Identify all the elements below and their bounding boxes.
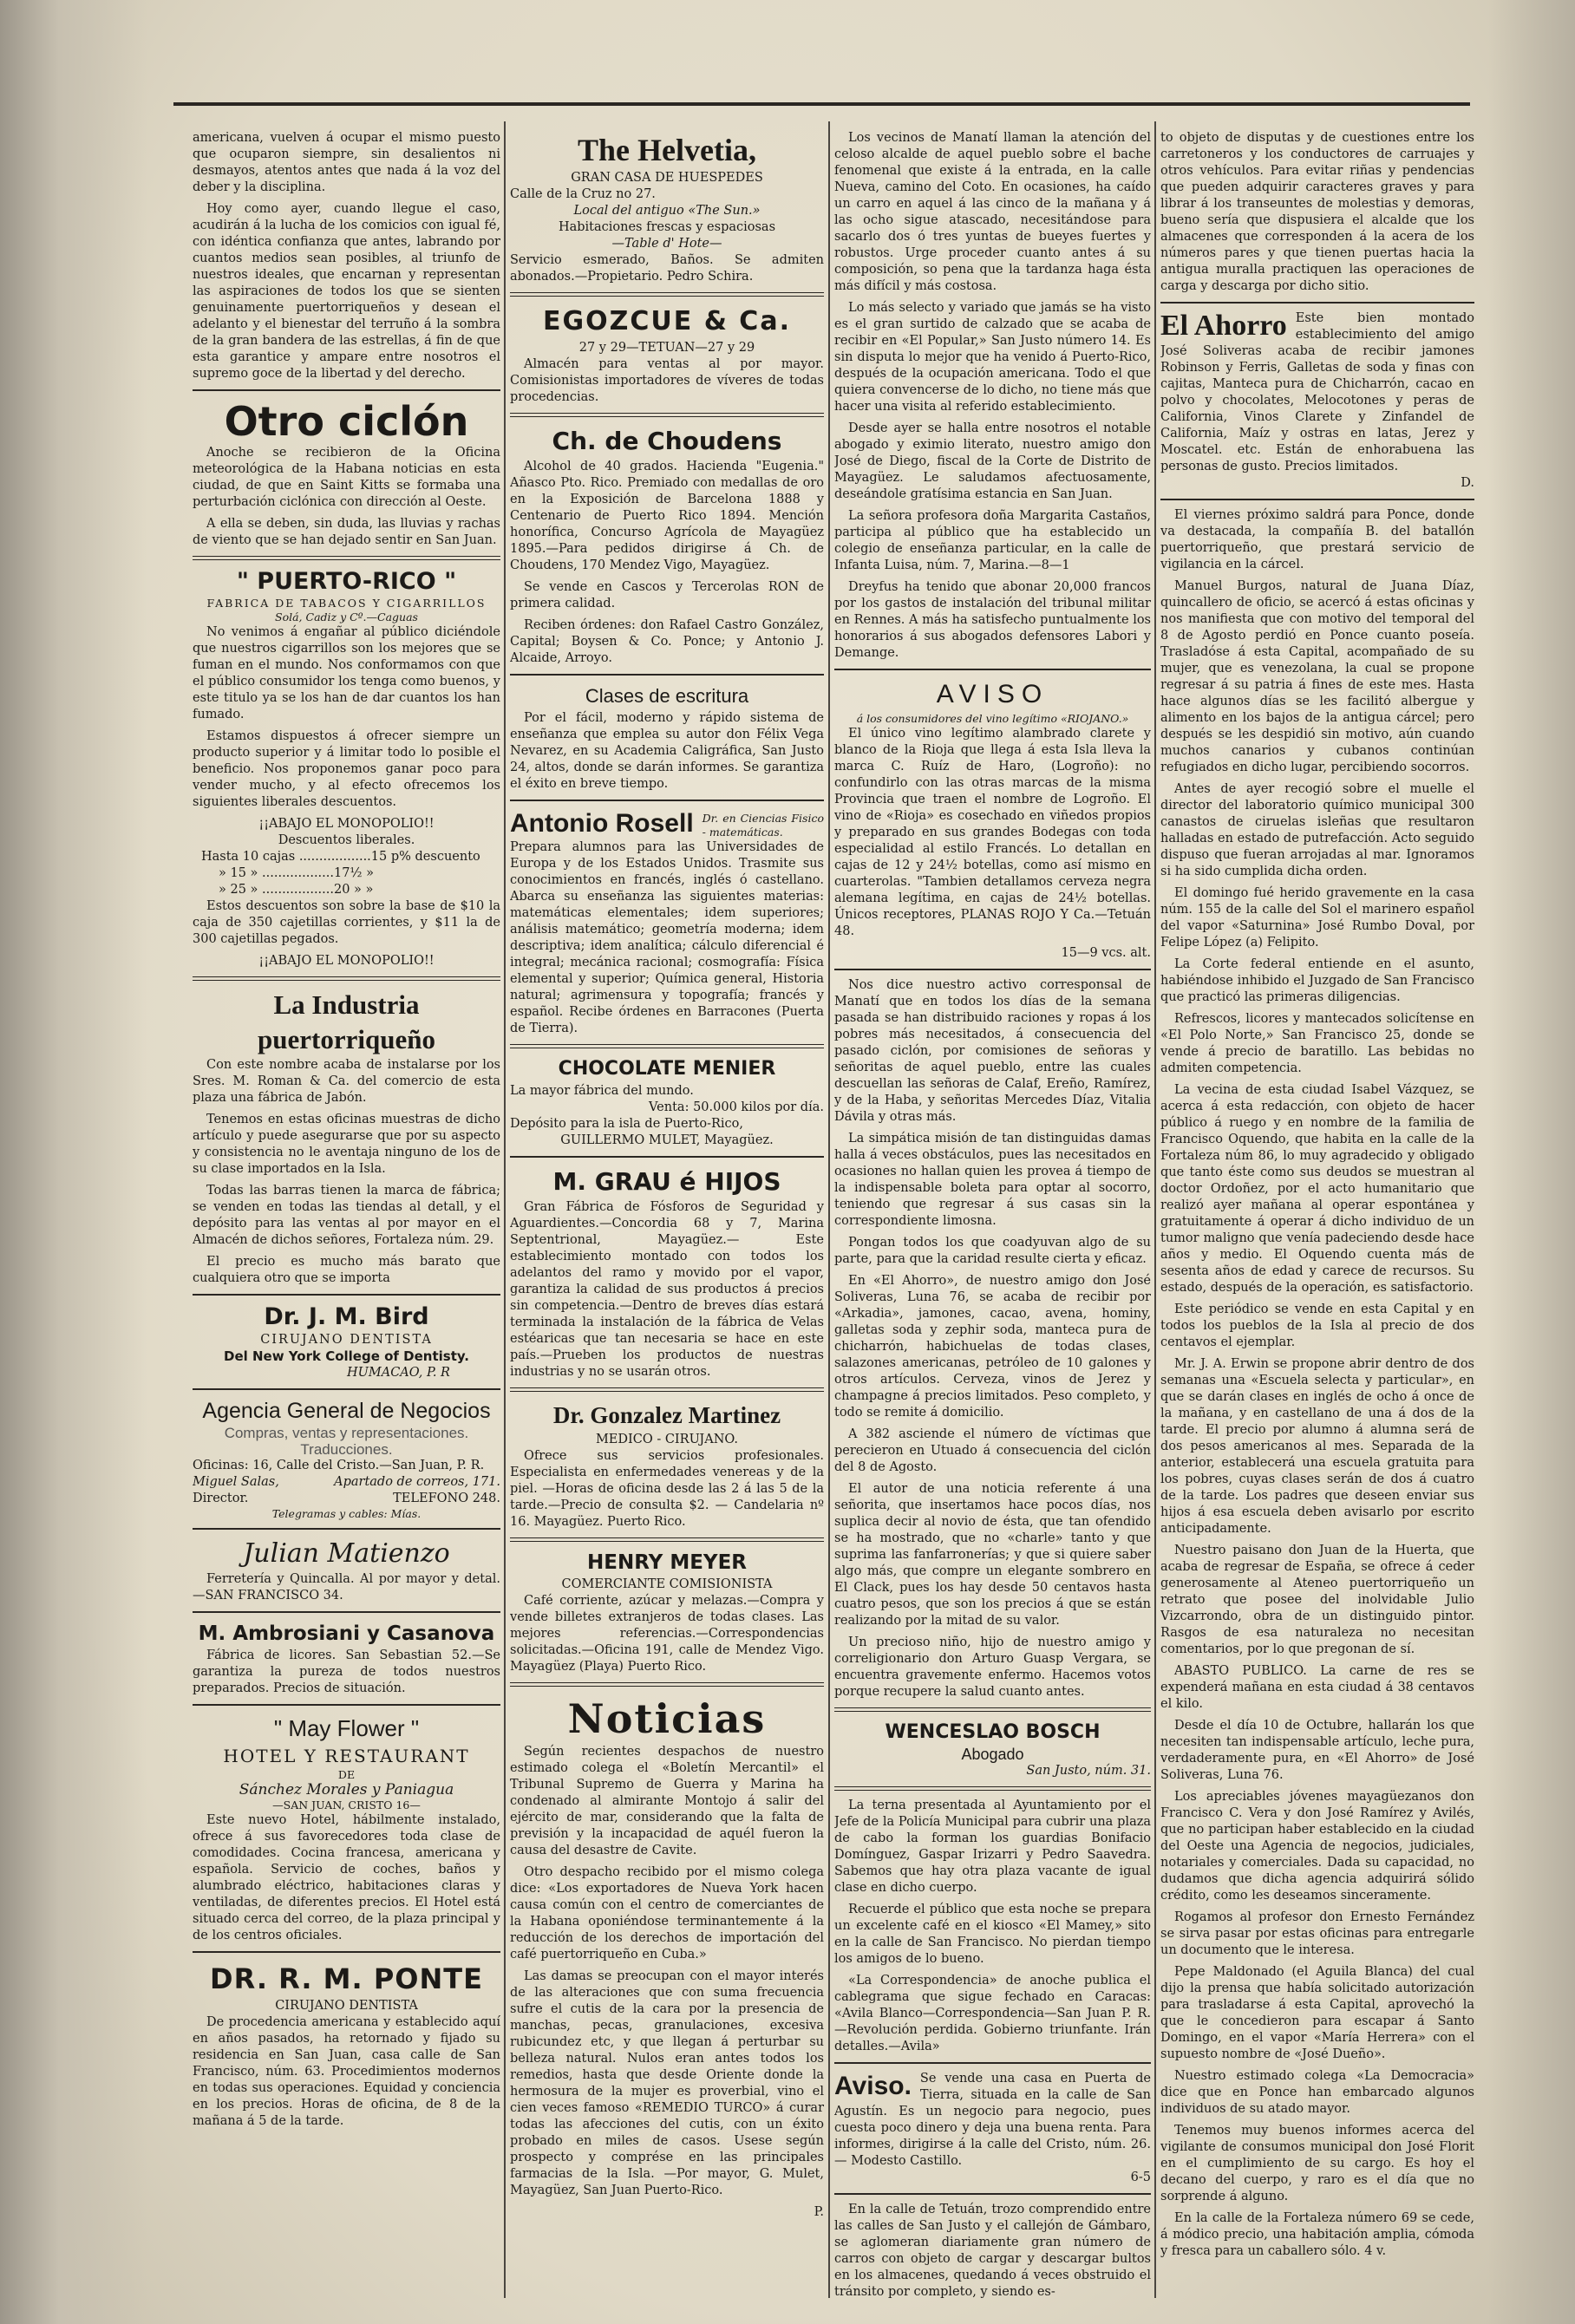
- ad-paragraph: Reciben órdenes: don Rafael Castro González, Capital; Boysen & Co. Ponce; y Antonio J. Alcaide, Arroyo.: [510, 618, 824, 665]
- ad-line: GRAN CASA DE HUESPEDES: [571, 171, 763, 185]
- article-paragraph: En la calle de Tetuán, trozo comprendido entre las calles de San Justo y el callejón de Gámbaro, se aglomeran diariamente gran número de carros con objeto de cargar y descargar bultos en los almacenes, quedando á veces obstruido el tránsito por completo, y siendo es-: [834, 2203, 1151, 2298]
- ad-title-menier: CHOCOLATE MENIER: [558, 1058, 776, 1080]
- ad-title-matienzo: Julian Matienzo: [243, 1538, 450, 1569]
- ad-slogan: ¡¡ABAJO EL MONOPOLIO!!: [258, 817, 435, 831]
- divider: [193, 976, 500, 981]
- ad-title-grau: M. GRAU é HIJOS: [552, 1167, 781, 1196]
- divider: [1160, 499, 1474, 500]
- ad-paragraph: Gran Fábrica de Fósforos de Seguridad y Aguardientes.—Concordia 68 y 7, Marina Septentrional, Mayagüez.— Este establecimiento montado con todos los adelantos del ramo y movido por el vapor, garantiza la calidad de sus productos á precios sin competencia.—Dentro de breves días estará terminada la instalación de la fábrica de Velas estéaricas que tan necesaria se hace en este país.—Prueben los productos de nuestras industrias y no se usarán otros.: [510, 1200, 824, 1379]
- ad-line: Miguel Salas,: [193, 1475, 279, 1489]
- ad-line: Local del antiguo «The Sun.»: [573, 204, 761, 218]
- article-paragraph: Los vecinos de Manatí llaman la atención del celoso alcalde de aquel pueblo sobre el bache fenomenal que existe á la entrada, en la calle Nueva, camino del Coto. En ocasiones, ha caído un carro en aquel á las cinco de la mañana y á las ocho sigue atascado, necesitándose para sacarlo dos ó tres yuntas de bueyes fuertes y robustos. Urge proceder cuanto antes á su composición, so pena que la tardanza haga ésta más difícil y más costosa.: [834, 131, 1151, 293]
- ad-line: Oficinas: 16, Calle del Cristo.—San Juan, P. R.: [193, 1459, 485, 1472]
- divider: [193, 1951, 500, 1953]
- ad-paragraph: Fábrica de licores. San Sebastian 52.—Se garantiza la pureza de todos nuestros preparados. Precios de situación.: [193, 1648, 500, 1695]
- divider: [510, 1682, 824, 1687]
- divider: [834, 669, 1151, 670]
- ad-line: Depósito para la isla de Puerto-Rico,: [510, 1117, 743, 1131]
- divider: [1160, 302, 1474, 304]
- article-paragraph: Las damas se preocupan con el mayor interés de las alteraciones que con suma frecuencia sufre el cutis de la cara por la presencia de manchas, pecas, granulaciones, excesiva rubicundez etc, y que llegan á perturbar su belleza natural. Nulos eran antes todos los remedios, hasta que desde Oriente donde la hermosura de la mujer es proverbial, vino el cien veces famoso «REMEDIO TURCO» á curar todas las afecciones del cutis, con un éxito probado en miles de casos. Usese según prospecto y comprése en las principales farmacias de la Isla. —Por mayor, G. Mulet, Mayagüez, San Juan Puerto-Rico.: [510, 1969, 824, 2197]
- ad-line: Abogado: [961, 1746, 1024, 1763]
- divider: [510, 1387, 824, 1392]
- article-paragraph: El autor de una noticia referente á una señorita, que insertamos hace pocos días, nos suplica decir al novio de ésta, que tan ofendido se ha mostrado, que no «charle» tanto y que suprima las fanfarronerías; y que si quiere saber algo más, que compre un elegante sombrero en El Clack, pues los hay desde 50 centavos hasta cuatro pesos, que son los precios á que se están realizando por la mitad de su valor.: [834, 1482, 1151, 1628]
- ad-title-bird: Dr. J. M. Bird: [264, 1303, 429, 1330]
- article-paragraph: La vecina de esta ciudad Isabel Vázquez, se acerca á esta redacción, con objeto de hacer público á ruego y en nombre de la familia de Francisco Oquendo, que habita en la calle de la Fortaleza núm 86, lo muy agradecido y obligado que tanto éste como sus deudos se muestran al doctor Ordoñez, por el acto humanitario que realizó ayer mañana al operar espontánea y gratuitamente á operar á dicho individuo de un tumor maligno que venía padeciendo desde hace años y medio. El Oquendo cuenta más de sesenta años de edad y carece de recursos. Su estado, después de la operación, es satisfactorio.: [1160, 1083, 1474, 1295]
- ad-paragraph: Se vende una casa en Puerta de Tierra, situada en la calle de San Agustín. Es un negocio para negocio, pues cuesta poco dinero y deja una buena renta. Para informes, dirigirse á la calle del Cristo, núm. 26.— Modesto Castillo.: [834, 2072, 1151, 2168]
- ad-line: Calle de la Cruz no 27.: [510, 187, 656, 201]
- ad-title-bosch: WENCESLAO BOSCH: [885, 1721, 1101, 1743]
- ad-line: Habitaciones frescas y espaciosas: [558, 220, 776, 234]
- ad-paragraph: Por el fácil, moderno y rápido sistema de enseñanza que emplea su autor don Félix Vega Nevarez, en su Academia Caligráfica, San Justo 24, altos, donde se darán informes. Se garantiza el éxito en breve tiempo.: [510, 711, 824, 791]
- ad-title-puerto-rico: " PUERTO-RICO ": [236, 568, 457, 595]
- ad-paragraph: Ferretería y Quincalla. Al por mayor y detal.—SAN FRANCISCO 34.: [193, 1572, 500, 1603]
- ad-title-aviso-casa: Aviso.: [834, 2072, 912, 2100]
- article-paragraph: Pepe Maldonado (el Aguila Blanca) del cual dijo la prensa que había solicitado autorización para trasladarse á esta Capital, aprovechó la que le concedieron para escapar á Santo Domingo, en el vapor «María Herrera» con el supuesto nombre de «José Dueño».: [1160, 1965, 1474, 2061]
- ad-line: —Table d' Hote—: [611, 237, 722, 251]
- article-paragraph: A 382 asciende el número de víctimas que perecieron en Utuado á consecuencia del ciclón del 8 de Agosto.: [834, 1427, 1151, 1474]
- section-title-noticias: Noticias: [567, 1695, 767, 1742]
- article-paragraph: El viernes próximo saldrá para Ponce, donde va destacada, la compañía B. del batallón puertorriqueño, que prestará servicio de vigilancia en la cárcel.: [1160, 508, 1474, 571]
- divider: [193, 1528, 500, 1530]
- column-2: [510, 130, 824, 2298]
- article-paragraph: to objeto de disputas y de cuestiones entre los carretoneros y los conductores de carruajes y otros vehículos. Para evitar riñas y pendencias que pueden adquirir caracteres graves y para librar á los transeuntes de molestias y demoras, bueno sería que dispusiera el alcalde que los almacenes que corresponden á la acera de los números pares y que tienen puertas hacia la antigua muralla practiquen las operaciones de carga y descarga por dicho sitio.: [1160, 131, 1474, 293]
- article-paragraph: Los apreciables jóvenes mayagüezanos don Francisco C. Vera y don José Ramírez y Avilés, que no participan haber establecido en la ciudad del Oeste una Agencia de negocios, judiciales, notariales y comerciales. Dada su capacidad, no dudamos que dicha agencia adquirirá sólido crédito, como les deseamos sinceramente.: [1160, 1790, 1474, 1903]
- divider: [193, 556, 500, 560]
- ad-line: Telegramas y cables: Mías.: [271, 1507, 422, 1520]
- ad-line: La mayor fábrica del mundo.: [510, 1084, 694, 1098]
- article-paragraph: «La Correspondencia» de anoche publica el cablegrama que sigue fechado en Caracas: «Avila Blanco—Correspondencia—San Juan P. R.—Revolución perdida. Gobierno triunfante. Irán detalles.—Avila»: [834, 1974, 1151, 2053]
- signature: D.: [1461, 476, 1474, 490]
- ad-slogan: ¡¡ABAJO EL MONOPOLIO!!: [258, 954, 435, 968]
- ad-paragraph: Servicio esmerado, Baños. Se admiten abonados.—Propietario. Pedro Schira.: [510, 253, 824, 284]
- ad-title-el-ahorro: El Ahorro: [1160, 310, 1287, 342]
- column-rule-3: [1154, 121, 1156, 2298]
- ad-title-aviso: AVISO: [936, 680, 1049, 708]
- divider: [193, 1704, 500, 1706]
- page-edge-shadow-right: [1488, 0, 1575, 2324]
- ad-paragraph: Estos descuentos son sobre la base de $10 la caja de 350 cajetillas corrientes, y $11 la de 300 cajetillas pegados.: [193, 899, 500, 946]
- ad-paragraph: No venimos á engañar al público diciéndole que nuestros cigarrillos son los mejores que se fuman en el mundo. Nos conformamos con que el público consumidor los tenga como buenos, y este titulo ya se los han de dar cuantos los han fumado.: [193, 625, 500, 721]
- divider: [193, 389, 500, 391]
- ad-title-clases: Clases de escritura: [585, 685, 749, 707]
- ad-title-gonzalez: Dr. Gonzalez Martinez: [552, 1402, 781, 1428]
- article-paragraph: El domingo fué herido gravemente en la casa núm. 155 de la calle del Sol el marinero español del vapor «Saturnina» José Rumbo Doval, por Felipe López (a) Felipito.: [1160, 886, 1474, 950]
- ad-paragraph: Prepara alumnos para las Universidades de Europa y de los Estados Unidos. Trasmite sus conocimientos en francés, inglés ó castellano. Abarca su enseñanza las siguientes materias: matemáticas elementales; idem superiores; análisis matemático; geometría moderna; idem descriptiva; idem analítica; cálculo diferencial é integral; mecánica racional; cosmografía: Física elemental y superior; Química general, Historia natural; agrimensura y topografía; francés y español. Recibe órdenes en Barracones (Puerta de Tierra).: [510, 840, 824, 1035]
- ad-paragraph: Café corriente, azúcar y melazas.—Compra y vende billetes extranjeros de todas clases. Las mejores referencias.—Correspondencias solicitadas.—Oficina 191, calle de Mendez Vigo. Mayagüez (Playa) Puerto Rico.: [510, 1594, 824, 1674]
- ad-line: Venta: 50.000 kilos por día.: [649, 1100, 824, 1114]
- ad-line: Director.: [193, 1492, 249, 1505]
- article-paragraph: Recuerde el público que esta noche se prepara un excelente café en el kiosco «El Mamey,» sito en la calle de San Francisco. No pierdan tiempo los amigos de lo bueno.: [834, 1903, 1151, 1966]
- ad-line: Dr. en Ciencias Fisico - matemáticas.: [702, 812, 824, 839]
- column-1: [193, 130, 500, 2298]
- ad-line: TELEFONO 248.: [393, 1492, 500, 1505]
- article-paragraph: Hoy como ayer, cuando llegue el caso, acudirán á la lucha de los comicios con igual fé, con idéntica confianza que antes, labrando por cuantos medios sean posibles, al triunfo de nuestros ideales, que encarnan y representan las aspiraciones de todos los que se sienten genuinamente puertorriqueños y desean el adelanto y el bienestar del terruño á la sombra de la gran bandera de las estrellas, á fin de que esta garantice y ampare entre nosotros el supremo goce de la libertad y del derecho.: [193, 202, 500, 381]
- ad-line: —SAN JUAN, CRISTO 16—: [272, 1798, 421, 1812]
- ad-line: DE: [337, 1768, 356, 1781]
- article-paragraph: Lo más selecto y variado que jamás se ha visto es el gran surtido de calzado que se acaba de recibir en «El Popular,» San Justo número 14. Es sin disputa lo mejor que ha venido á Puerto-Rico, después de la ocupación americana. Todo el que quiera convencerse de lo dicho, no tiene más que hacer una visita al referido establecimiento.: [834, 301, 1151, 414]
- divider: [834, 1786, 1151, 1791]
- article-paragraph: Rogamos al profesor don Ernesto Fernández se sirva pasar por estas oficinas para entregarle un documento que le interesa.: [1160, 1910, 1474, 1957]
- article-paragraph: Pongan todos los que coadyuvan algo de su parte, para que la caridad resulte cierta y eficaz.: [834, 1236, 1151, 1266]
- divider: [510, 1156, 824, 1158]
- ad-line: HUMACAO, P. R: [347, 1366, 450, 1380]
- ad-title-helvetia: The Helvetia,: [578, 133, 756, 167]
- article-paragraph: En la calle de la Fortaleza número 69 se cede, á módico precio, una habitación amplia, cómoda y fresca para un caballero sólo. 4 v.: [1160, 2211, 1474, 2258]
- article-paragraph: Con este nombre acaba de instalarse por los Sres. M. Roman & Ca. del comercio de esta plaza una fábrica de Jabón.: [193, 1058, 500, 1105]
- divider: [510, 292, 824, 297]
- ad-line: Apartado de correos, 171.: [334, 1475, 500, 1489]
- ad-title-rosell: Antonio Rosell: [510, 809, 694, 838]
- article-paragraph: Un precioso niño, hijo de nuestro amigo y correligionario don Arturo Guasp Vergara, se encuentra gravemente enfermo. Hacemos votos porque recupere la salud cuanto antes.: [834, 1635, 1151, 1699]
- article-paragraph: Antes de ayer recogió sobre el muelle el director del laboratorio químico municipal 300 canastos de ciruelas isleñas que resultaron halladas en estado de putrefacción. Acto seguido dispuso que fueran arrojadas al mar. Ignoramos si ha sido cumplida dicha orden.: [1160, 782, 1474, 878]
- headline-industria: La Industria puertorriqueño: [258, 989, 435, 1054]
- ad-line: Del New York College of Dentisty.: [224, 1348, 469, 1364]
- headline-otro-ciclon: Otro ciclón: [224, 398, 469, 445]
- ad-paragraph: El único vino legítimo alambrado clarete y blanco de la Rioja que llega á esta Isla lleva la marca C. Ruíz de Haro, (Logroño): no confundirlo con las otras marcas de la misma Provincia que traen el nombre de Logroño. El vino de «Rioja» es cosechado en viñedos propios y preparado en sus grandes Bodegas con toda especialidad al estilo Francés. Lo detallan en cajas de 12 y 24½ botellas, como así mismo en cuarterolas. "Tambien detallamos cerveza negra alemana legítima, en cajas de 24½ botellas. Únicos receptores, PLANAS ROJO Y Ca.—Tetuán 48.: [834, 727, 1151, 938]
- page-edge-shadow-left: [0, 0, 147, 2324]
- ad-title-ambrosiani: M. Ambrosiani y Casanova: [198, 1622, 495, 1645]
- ad-title-ponte: DR. R. M. PONTE: [210, 1962, 483, 1995]
- article-paragraph: A ella se deben, sin duda, las lluvias y rachas de viento que se han dejado sentir en San Juan.: [193, 517, 500, 547]
- article-paragraph: ABASTO PUBLICO. La carne de res se expenderá mañana en esta ciudad á 38 centavos el kilo.: [1160, 1664, 1474, 1711]
- ad-paragraph: Ofrece sus servicios profesionales. Especialista en enfermedades venereas y de la piel. —Horas de oficina desde las 2 á las 5 de la tarde.—Precio de consulta $2. — Candelaria nº 16. Mayagüez. Puerto Rico.: [510, 1449, 824, 1529]
- ad-line: GUILLERMO MULET, Mayagüez.: [560, 1133, 774, 1147]
- discount-row: Hasta 10 cajas ..................15 p% descuento: [201, 850, 480, 864]
- ad-title-egozcue: EGOZCUE & Ca.: [543, 306, 791, 336]
- ad-line: HOTEL Y RESTAURANT: [223, 1746, 470, 1766]
- article-paragraph: La Corte federal entiende en el asunto, habiéndose inhibido el Juzgado de San Francisco que practicó las primeras diligencias.: [1160, 957, 1474, 1004]
- article-paragraph: Todas las barras tienen la marca de fábrica; se venden en todas las tiendas al detall, y el depósito para las ventas al por mayor en el Almacén de dichos señores, Fortaleza núm. 29.: [193, 1184, 500, 1247]
- ad-title-meyer: HENRY MEYER: [587, 1551, 747, 1574]
- ad-paragraph: Este nuevo Hotel, hábilmente instalado, ofrece á sus favorecedores toda clase de comodidades. Cocina francesa, americana y española. Servicio de coches, baños y alumbrado eléctrico, habitaciones claras y ventiladas, de diferentes precios. El Hotel está situado cerca del correo, de la plaza principal y de los centros oficiales.: [193, 1813, 500, 1942]
- top-rule: [173, 102, 1470, 106]
- discount-row: » 25 » ..................20 » »: [219, 883, 374, 897]
- article-paragraph: Refrescos, licores y mantecados solicítense en «El Polo Norte,» San Francisco 25, donde se vende á precio de baratillo. Las bebidas no admiten competencia.: [1160, 1012, 1474, 1075]
- article-paragraph: El precio es mucho más barato que cualquiera otro que se importa: [193, 1255, 500, 1285]
- article-paragraph: Nos dice nuestro activo corresponsal de Manatí que en todos los días de la semana pasada se han distribuido raciones y ropas á los pobres más necesitados, á consecuencia del pasado ciclón, por comisiones de señoras y señoritas de aquel pueblo, entre las cuales descuellan las señoras de Calaf, Ereño, Ramírez, y de la Haba, y señoritas Mercedes Díaz, Vitalia Dávila y otras más.: [834, 978, 1151, 1124]
- article-paragraph: Según recientes despachos de nuestro estimado colega el «Boletín Mercantil» el Tribunal Supremo de Guerra y Marina ha condenado al almirante Montojo á salir del ejército de mar, considerando que la falta de previsión y la incapacidad de aquél fueron la causa del desastre de Cavite.: [510, 1745, 824, 1857]
- ad-line: San Justo, núm. 31.: [1026, 1764, 1151, 1778]
- ad-line: Descuentos liberales.: [278, 833, 415, 847]
- ad-title-mayflower: " May Flower ": [273, 1715, 420, 1741]
- article-paragraph: Mr. J. A. Erwin se propone abrir dentro de dos semanas una «Escuela selecta y particular», en que se darán clases en inglés de ocho á once de la mañana, y en castellano de una á dos de la tarde. El precio por alumno á alumna será de dos pesos americanos al mes. Separada de la anterior, establecerá una escuela gratuita para los pobres, cuyas clases serán de dos á cuatro de la tarde. Los padres que deseen enviar sus hijos á esa escuela deben avisarlo por escrito anticipadamente.: [1160, 1357, 1474, 1536]
- ad-line: 6-5: [1130, 2171, 1151, 2184]
- article-paragraph: Manuel Burgos, natural de Juana Díaz, quincallero de oficio, se acercó á estas oficinas y nos manifiesta que con motivo del temporal del 8 de Agosto perdió en Ponce cuanto poseía. Trasladóse á esta Capital, acompañado de su mujer, que es venezolana, la cual se propone regresar á su patria á fines de este mes. Hasta hace algunos días se les facilitó albergue y alimento en los bajos de la antigua cárcel; pero después se les despidió sin motivo, aún cuando muchos canarios y cubanos continúan refugiados en dicho lugar, percibiendo socorros.: [1160, 579, 1474, 774]
- ad-line: Sánchez Morales y Paniagua: [239, 1781, 454, 1798]
- article-paragraph: En «El Ahorro», de nuestro amigo don José Soliveras, Luna 76, se acaba de recibir por «Arkadia», jamones, cacao, avena, hominy, galletas soda y zephir soda, manteca pura de chicharrón, habichuelas de todas clases, salazones americanas, petróleo de 10 galones y otros artículos. Cerveza, vinos de Jerez y champagne á precios limitados. Peso completo, y todo se remite á domicilio.: [834, 1274, 1151, 1420]
- article-paragraph: Desde el día 10 de Octubre, hallarán los que necesiten tan indispensable artículo, leche pura, verdaderamente pura, en «El Ahorro» de José Soliveras, Luna 76.: [1160, 1719, 1474, 1782]
- ad-line: COMERCIANTE COMISIONISTA: [561, 1577, 773, 1591]
- article-paragraph: Tenemos en estas oficinas muestras de dicho artículo y puede asegurarse que por su aspecto y consistencia no le aventaja ninguno de los de su clase importados en la Isla.: [193, 1113, 500, 1176]
- divider: [510, 674, 824, 676]
- ad-line: MEDICO - CIRUJANO.: [595, 1433, 739, 1446]
- divider: [193, 1294, 500, 1296]
- divider: [834, 2193, 1151, 2195]
- ad-paragraph: Se vende en Cascos y Tercerolas RON de primera calidad.: [510, 580, 824, 610]
- divider: [193, 1611, 500, 1613]
- signature: P.: [814, 2205, 824, 2219]
- ad-paragraph: Almacén para ventas al por mayor. Comisionistas importadores de víveres de todas procedencias.: [510, 357, 824, 404]
- divider: [193, 1388, 500, 1390]
- article-paragraph: La señora profesora doña Margarita Castaños, participa al público que ha establecido un colegio de enseñanza particular, en la calle de Infanta Luisa, núm. 7, Marina.—8—1: [834, 509, 1151, 572]
- divider: [510, 1044, 824, 1048]
- article-paragraph: Nuestro paisano don Juan de la Huerta, que acaba de regresar de España, se ofrece á ceder generosamente al Ateneo puertorriqueño un retrato que posee del inolvidable Julio Vizcarrondo, obra de un distinguido pintor. Rasgos de esa naturaleza no necesitan comentarios, por lo que pregonan de sí.: [1160, 1544, 1474, 1656]
- ad-paragraph: Este bien montado establecimiento del amigo José Soliveras acaba de recibir jamones Robinson y Ferris, Galletas de soda y finas con cajitas, Manteca pura de Chicharrón, cacao en polvo y chocolates, Melocotones y peras de California, Vinos Clarete y Zinfandel de California, Maíz y ostras en latas, Jerez y Moscatel. etc. Están de enhorabuena las personas de gusto. Precios limitados.: [1160, 311, 1474, 473]
- divider: [510, 1537, 824, 1542]
- column-rule-2: [828, 121, 830, 2298]
- article-paragraph: La terna presentada al Ayuntamiento por el Jefe de la Policía Municipal para cubrir una plaza de cabo la forman los guardias Bonifacio Domínguez, Gaspar Irizarri y Pedro Saavedra. Sabemos que hay otra plaza vacante de igual clase en dicho cuerpo.: [834, 1798, 1151, 1895]
- article-paragraph: Anoche se recibieron de la Oficina meteorológica de la Habana noticias en esta ciudad, de que en Saint Kitts se formaba una perturbación ciclónica con dirección al Oeste.: [193, 446, 500, 509]
- divider: [834, 969, 1151, 970]
- ad-paragraph: Alcohol de 40 grados. Hacienda "Eugenia." Añasco Pto. Rico. Premiado con medallas de oro en la Exposición de Barcelona 1888 y Centenario de Puerto Rico 1894. Mención honorífica, Concurso Agrícola de Mayagüez 1895.—Para pedidos dirigirse á Ch. de Choudens, 170 Mendez Vigo, Mayagüez.: [510, 460, 824, 572]
- ad-line: 27 y 29—TETUAN—27 y 29: [578, 341, 755, 355]
- ad-subtitle: FABRICA DE TABACOS Y CIGARRILLOS: [206, 597, 487, 610]
- column-3: [834, 130, 1151, 2298]
- ad-title-choudens: Ch. de Choudens: [552, 427, 782, 455]
- discount-row: » 15 » ..................17½ »: [219, 866, 374, 880]
- ad-subtitle: Solá, Cadiz y Cº.—Caguas: [275, 610, 418, 623]
- column-4: [1160, 130, 1474, 2298]
- ad-title-agencia: Agencia General de Negocios: [202, 1399, 491, 1423]
- ad-line: CIRUJANO DENTISTA: [275, 1999, 418, 2013]
- article-paragraph: La simpática misión de tan distinguidas damas halla á veces obstáculos, pues las necesitados en ocasiones no hallan quien les provea á tiempo de la indispensable boleta para optar al socorro, teniendo que regresar á sus casas sin la correspondiente limosna.: [834, 1132, 1151, 1228]
- ad-paragraph: Estamos dispuestos á ofrecer siempre un producto superior y á limitar todo lo posible el beneficio. Nos proponemos ganar poco para vender mucho, y al efecto ofrecemos los siguientes liberales descuentos.: [193, 729, 500, 809]
- ad-paragraph: De procedencia americana y establecido aquí en años pasados, ha retornado y fijado su residencia en San Juan, casa calle de San Francisco, núm. 63. Procedimientos modernos en todas sus operaciones. Equidad y conciencia en los precios. Horas de oficina, de 8 de la mañana á 5 de la tarde.: [193, 2015, 500, 2128]
- column-rule-1: [504, 121, 506, 2298]
- article-paragraph: Dreyfus ha tenido que abonar 20,000 francos por los gastos de instalación del tribunal militar en Rennes. A más ha satisfecho puntualmente los honorarios á sus abogados defensores Labori y Demange.: [834, 580, 1151, 660]
- article-paragraph: americana, vuelven á ocupar el mismo puesto que ocuparon siempre, sin desalientos ni desmayos, atentos antes que nada á la voz del deber y la disciplina.: [193, 131, 500, 194]
- divider: [834, 2062, 1151, 2064]
- divider: [834, 1707, 1151, 1712]
- ad-line: CIRUJANO DENTISTA: [260, 1333, 433, 1347]
- divider: [510, 413, 824, 417]
- divider: [510, 800, 824, 801]
- ad-line: 15—9 vcs. alt.: [1061, 946, 1151, 960]
- article-paragraph: Nuestro estimado colega «La Democracia» dice que en Ponce han embarcado algunos individuos de su atado mayor.: [1160, 2069, 1474, 2116]
- article-paragraph: Otro despacho recibido por el mismo colega dice: «Los exportadores de Nueva York hacen causa común con el centro de comerciantes de la Habana oponiéndose terminantemente á la reducción de los derechos de importación del café puertorriqueño en Cuba.»: [510, 1865, 824, 1962]
- article-paragraph: Este periódico se vende en esta Capital y en todos los pueblos de la Isla al precio de dos centavos el ejemplar.: [1160, 1302, 1474, 1349]
- article-paragraph: Tenemos muy buenos informes acerca del vigilante de consumos municipal don José Florit en el cumplimiento de su cargo. Es hoy el decano del cuerpo, y raro es el día que no sorprende á alguno.: [1160, 2124, 1474, 2203]
- ad-line: Compras, ventas y representaciones. Traducciones.: [224, 1425, 469, 1458]
- ad-subtitle: á los consumidores del vino legítimo «RIOJANO.»: [856, 712, 1129, 725]
- article-paragraph: Desde ayer se halla entre nosotros el notable abogado y eximio literato, nuestro amigo don José de Diego, fiscal de la Corte de Distrito de Mayagüez. Le saludamos afectuosamente, deseándole gratísima estancia en San Juan.: [834, 421, 1151, 501]
